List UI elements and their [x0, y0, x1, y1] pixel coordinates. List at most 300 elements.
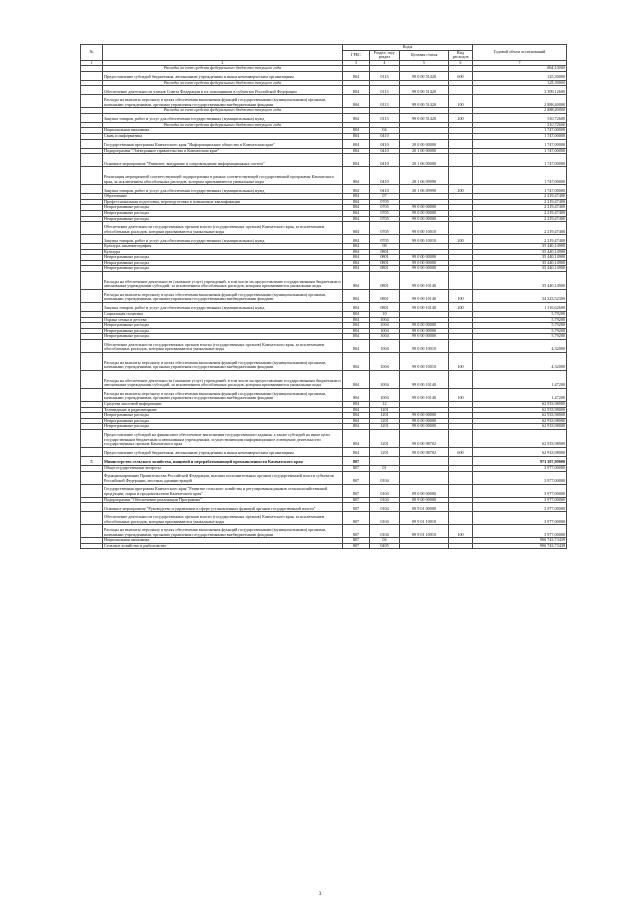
- row-sum-cell: 62 933,98000: [473, 418, 567, 424]
- table-row: [81, 503, 567, 512]
- row-grbs-cell: 804: [343, 71, 370, 80]
- row-sum-cell: 3 399,12600: [473, 86, 567, 95]
- row-name-cell: Государственная программа Камчатского края "Развитие сельского хозяйства и регулирования рынков сельскохозяйственной продукции, сырья и продовольствия Камчатского края": [103, 484, 343, 497]
- header-target-article: Целевая статья: [400, 50, 449, 60]
- header-name: [103, 45, 343, 61]
- row-grbs-cell: 804: [343, 222, 370, 235]
- row-section-cell: 1201: [370, 407, 400, 413]
- row-section-cell: 1201: [370, 448, 400, 457]
- row-name-cell: Общегосударственные вопросы: [103, 466, 343, 472]
- table-row: [81, 290, 567, 303]
- row-grbs-cell: 804: [343, 194, 370, 200]
- row-grbs-cell: 804: [343, 210, 370, 216]
- row-grbs-cell: 807: [343, 471, 370, 484]
- row-expense-type-cell: 100: [449, 353, 473, 371]
- row-target-article-cell: 99 0 00 00000: [400, 418, 449, 424]
- table-row: [81, 389, 567, 402]
- row-sum-cell: 973 307,99000: [473, 457, 567, 466]
- row-sum-cell: 62 933,98000: [473, 407, 567, 413]
- row-sum-cell: 3 977,00000: [473, 484, 567, 497]
- row-section-cell: 0104: [370, 503, 400, 512]
- row-target-article-cell: 20 0 00 00000: [400, 139, 449, 148]
- row-section-cell: 0410: [370, 139, 400, 148]
- row-sum-cell: 5,79200: [473, 317, 567, 323]
- row-number-cell: [81, 484, 103, 497]
- row-grbs-cell: 804: [343, 244, 370, 250]
- row-target-article-cell: 99 0 00 10010: [400, 235, 449, 244]
- row-expense-type-cell: [449, 272, 473, 290]
- row-grbs-cell: 804: [343, 317, 370, 323]
- row-expense-type-cell: [449, 457, 473, 466]
- row-expense-type-cell: [449, 86, 473, 95]
- row-number-cell: [81, 448, 103, 457]
- row-grbs-cell: 804: [343, 133, 370, 139]
- row-name-cell: Обеспечение деятельности государственных органов власти (государственных органов) Камчатского края, за исключением обособленных расходов, которым присваиваются уникальные коды: [103, 512, 343, 525]
- row-number-cell: [81, 471, 103, 484]
- row-sum-cell: 125,30000: [473, 80, 567, 86]
- row-target-article-cell: 99 0 00 51420: [400, 95, 449, 108]
- row-section-cell: 0801: [370, 255, 400, 261]
- header-section: Раздел, под-раздел: [370, 50, 400, 60]
- row-grbs-cell: 807: [343, 543, 370, 549]
- row-sum-cell: 4,32000: [473, 340, 567, 353]
- row-grbs-cell: 804: [343, 148, 370, 154]
- table-row: [81, 512, 567, 525]
- row-grbs-cell: 804: [343, 413, 370, 419]
- row-section-cell: 0705: [370, 216, 400, 222]
- table-row: [81, 95, 567, 108]
- row-sum-cell: 62 933,98000: [473, 448, 567, 457]
- table-row: [81, 86, 567, 95]
- row-target-article-cell: 99 0 00 10140: [400, 303, 449, 312]
- row-grbs-cell: 807: [343, 512, 370, 525]
- row-grbs-cell: 804: [343, 407, 370, 413]
- row-number-cell: [81, 525, 103, 538]
- row-section-cell: 1004: [370, 371, 400, 389]
- header-expense-type: Вид расходов: [449, 50, 473, 60]
- row-sum-cell: 3 977,00000: [473, 512, 567, 525]
- row-number-cell: [81, 290, 103, 303]
- row-name-cell: Министерство сельского хозяйства, пищевой и перерабатывающей промышленности Камчатского края: [103, 457, 343, 466]
- row-sum-cell: 1 747,00000: [473, 148, 567, 154]
- row-name-cell: Основное мероприятие "Развитие, внедрение и сопровождение информационных систем": [103, 154, 343, 167]
- row-section-cell: 04: [370, 128, 400, 134]
- row-target-article-cell: [400, 471, 449, 484]
- row-sum-cell: 1 747,00000: [473, 167, 567, 185]
- row-target-article-cell: 09 9 00 00000: [400, 497, 449, 503]
- row-number-cell: [81, 167, 103, 185]
- row-grbs-cell: 807: [343, 497, 370, 503]
- row-section-cell: 0410: [370, 148, 400, 154]
- row-expense-type-cell: [449, 340, 473, 353]
- row-grbs-cell: 804: [343, 266, 370, 272]
- row-expense-type-cell: [449, 371, 473, 389]
- row-number-cell: [81, 235, 103, 244]
- row-name-cell: Обеспечение деятельности государственных органов власти (государственных органов) Камчатского края, за исключением обособленных расходов, которым присваиваются уникальные коды: [103, 222, 343, 235]
- row-section-cell: 0113: [370, 113, 400, 122]
- row-name-cell: Образование: [103, 194, 343, 200]
- row-name-cell: Расходы за счет средств федерального бюджета текущего года: [103, 122, 343, 128]
- row-sum-cell: 62 933,98000: [473, 413, 567, 419]
- table-row: [81, 484, 567, 497]
- row-sum-cell: 2 219,47400: [473, 235, 567, 244]
- row-grbs-cell: 804: [343, 113, 370, 122]
- row-sum-cell: 2 219,47400: [473, 222, 567, 235]
- row-name-cell: Расходы на обеспечение деятельности (оказание услуг) учреждений, в том числе на предоставление государственным бюджетным и автономным учреждениям субсидий, за исключением обособленных расходов, которым присваиваются уникальные коды: [103, 371, 343, 389]
- row-section-cell: 0801: [370, 260, 400, 266]
- row-section-cell: 0410: [370, 154, 400, 167]
- row-target-article-cell: 09 9 01 00000: [400, 503, 449, 512]
- row-target-article-cell: [400, 543, 449, 549]
- row-section-cell: 1201: [370, 430, 400, 448]
- row-number-cell: [81, 340, 103, 353]
- row-sum-cell: 35 440,14900: [473, 272, 567, 290]
- row-sum-cell: 2 219,47400: [473, 216, 567, 222]
- row-sum-cell: 2 219,47400: [473, 205, 567, 211]
- row-target-article-cell: 09 9 01 10010: [400, 525, 449, 538]
- row-sum-cell: 5,79200: [473, 312, 567, 318]
- row-expense-type-cell: 100: [449, 290, 473, 303]
- row-sum-cell: 62 933,98000: [473, 402, 567, 408]
- row-section-cell: 0104: [370, 525, 400, 538]
- row-grbs-cell: 804: [343, 185, 370, 194]
- row-expense-type-cell: [449, 139, 473, 148]
- row-name-cell: Реализация мероприятий соответствующей подпрограммы в рамках соответствующей государственной программы Камчатского края, за исключением обособленных расходов, которым присваиваются уникальные коды: [103, 167, 343, 185]
- row-grbs-cell: 807: [343, 538, 370, 544]
- table-row: [81, 139, 567, 148]
- row-name-cell: Расходы на выплаты персоналу в целях обеспечения выполнения функций государственными (муниципальными) органами, казенными учреждениями, органами управления государственными внебюджетными фондами: [103, 353, 343, 371]
- row-target-article-cell: 99 0 00 00000: [400, 334, 449, 340]
- row-sum-cell: 1,47200: [473, 389, 567, 402]
- column-number: 1: [81, 60, 103, 65]
- page-number: 3: [318, 891, 322, 897]
- row-section-cell: 0410: [370, 167, 400, 185]
- row-sum-cell: 35 440,14900: [473, 266, 567, 272]
- row-name-cell: Сельское хозяйство и рыболовство: [103, 543, 343, 549]
- row-target-article-cell: 99 0 00 00000: [400, 328, 449, 334]
- row-target-article-cell: 99 0 00 98702: [400, 448, 449, 457]
- row-grbs-cell: 804: [343, 340, 370, 353]
- row-sum-cell: 1 747,00000: [473, 133, 567, 139]
- row-target-article-cell: 99 0 00 51420: [400, 86, 449, 95]
- row-number-cell: [81, 389, 103, 402]
- row-grbs-cell: 804: [343, 128, 370, 134]
- header-codes-group: Коды: [343, 45, 473, 51]
- row-grbs-cell: 804: [343, 323, 370, 329]
- row-sum-cell: 35 440,14900: [473, 244, 567, 250]
- header-annual-sum: Годовой объем ассигнований: [473, 45, 567, 61]
- row-expense-type-cell: [449, 484, 473, 497]
- row-target-article-cell: 99 0 00 00000: [400, 323, 449, 329]
- row-sum-cell: 2 888,40000: [473, 95, 567, 108]
- row-section-cell: 1004: [370, 317, 400, 323]
- table-row: [81, 167, 567, 185]
- row-sum-cell: 1 747,00000: [473, 154, 567, 167]
- row-target-article-cell: 99 0 00 10010: [400, 340, 449, 353]
- row-expense-type-cell: 200: [449, 185, 473, 194]
- row-section-cell: 08: [370, 244, 400, 250]
- row-name-cell: Непрограммные расходы: [103, 334, 343, 340]
- row-grbs-cell: 807: [343, 525, 370, 538]
- row-sum-cell: 510,72600: [473, 122, 567, 128]
- column-number: 6: [449, 60, 473, 65]
- row-section-cell: 0705: [370, 222, 400, 235]
- row-name-cell: Непрограммные расходы: [103, 205, 343, 211]
- row-target-article-cell: 20 1 06 09990: [400, 185, 449, 194]
- row-section-cell: 0705: [370, 210, 400, 216]
- table-row: [81, 113, 567, 122]
- row-sum-cell: 2 888,40000: [473, 108, 567, 114]
- row-section-cell: 0104: [370, 512, 400, 525]
- row-section-cell: 01: [370, 466, 400, 472]
- row-sum-cell: 2 219,47400: [473, 199, 567, 205]
- row-sum-cell: 906 743,73439: [473, 543, 567, 549]
- row-grbs-cell: 804: [343, 272, 370, 290]
- row-name-cell: Связь и информатика: [103, 133, 343, 139]
- row-grbs-cell: 804: [343, 167, 370, 185]
- row-name-cell: Расходы за счет средств федерального бюджета текущего года: [103, 65, 343, 71]
- row-section-cell: 1004: [370, 353, 400, 371]
- row-grbs-cell: 804: [343, 303, 370, 312]
- row-expense-type-cell: 200: [449, 303, 473, 312]
- table-row: [81, 222, 567, 235]
- row-number-cell: [81, 95, 103, 108]
- row-section-cell: 1004: [370, 389, 400, 402]
- table-row: [81, 272, 567, 290]
- row-target-article-cell: 99 0 00 00000: [400, 216, 449, 222]
- row-grbs-cell: 804: [343, 154, 370, 167]
- row-name-cell: Национальная экономика: [103, 538, 343, 544]
- row-name-cell: Подпрограмма "Электронное правительство в Камчатском крае": [103, 148, 343, 154]
- row-grbs-cell: 804: [343, 371, 370, 389]
- row-grbs-cell: 804: [343, 199, 370, 205]
- row-name-cell: Предоставление субсидий бюджетным, автономным учреждениям и иным некоммерческим организациям: [103, 448, 343, 457]
- row-grbs-cell: 804: [343, 255, 370, 261]
- row-sum-cell: 3 977,00000: [473, 525, 567, 538]
- row-name-cell: Подпрограмма "Обеспечение реализации Программы": [103, 497, 343, 503]
- table-row: [81, 430, 567, 448]
- table-header: [81, 45, 567, 66]
- row-sum-cell: 34 323,52300: [473, 290, 567, 303]
- row-sum-cell: 3 977,00000: [473, 466, 567, 472]
- row-name-cell: Закупка товаров, работ и услуг для обеспечения государственных (муниципальных) нужд: [103, 185, 343, 194]
- row-sum-cell: 5,79200: [473, 328, 567, 334]
- row-number-cell: [81, 543, 103, 549]
- row-grbs-cell: 804: [343, 139, 370, 148]
- row-name-cell: Непрограммные расходы: [103, 328, 343, 334]
- row-expense-type-cell: [449, 503, 473, 512]
- row-number-cell: 5: [81, 457, 103, 466]
- row-section-cell: 0801: [370, 266, 400, 272]
- row-section-cell: 0705: [370, 205, 400, 211]
- row-name-cell: Национальная экономика: [103, 128, 343, 134]
- row-name-cell: Расходы за счет средств федерального бюджета текущего года: [103, 80, 343, 86]
- row-grbs-cell: 804: [343, 312, 370, 318]
- table-row: [81, 154, 567, 167]
- table-row: [81, 185, 567, 194]
- row-name-cell: Основное мероприятие "Руководство и управление в сфере установленных функций органов государственной власти": [103, 503, 343, 512]
- row-sum-cell: 1 116,62600: [473, 303, 567, 312]
- row-name-cell: Социальная политика: [103, 312, 343, 318]
- row-sum-cell: 510,72600: [473, 113, 567, 122]
- budget-table: [80, 44, 567, 549]
- row-number-cell: [81, 113, 103, 122]
- row-grbs-cell: 804: [343, 424, 370, 430]
- row-name-cell: Культура, кинематография: [103, 244, 343, 250]
- row-grbs-cell: 804: [343, 249, 370, 255]
- row-expense-type-cell: [449, 471, 473, 484]
- row-sum-cell: 1 747,00000: [473, 185, 567, 194]
- row-grbs-cell: 804: [343, 216, 370, 222]
- row-name-cell: Культура: [103, 249, 343, 255]
- row-section-cell: 0104: [370, 497, 400, 503]
- row-name-cell: Телевидение и радиовещание: [103, 407, 343, 413]
- table-row: [81, 525, 567, 538]
- row-sum-cell: 1 747,00000: [473, 128, 567, 134]
- row-number-cell: [81, 71, 103, 80]
- row-target-article-cell: 99 0 00 00000: [400, 413, 449, 419]
- column-number: 5: [400, 60, 449, 65]
- row-section-cell: 0113: [370, 71, 400, 80]
- row-target-article-cell: 20 1 06 09990: [400, 167, 449, 185]
- row-number-cell: [81, 371, 103, 389]
- row-expense-type-cell: 200: [449, 235, 473, 244]
- row-name-cell: Охрана семьи и детства: [103, 317, 343, 323]
- header-grbs: ГРБС: [343, 50, 370, 60]
- row-sum-cell: 2 219,47400: [473, 194, 567, 200]
- row-target-article-cell: 09 9 01 10010: [400, 512, 449, 525]
- row-name-cell: Непрограммные расходы: [103, 413, 343, 419]
- row-target-article-cell: 99 0 00 10010: [400, 353, 449, 371]
- row-expense-type-cell: [449, 154, 473, 167]
- row-target-article-cell: 20 1 00 00000: [400, 148, 449, 154]
- row-target-article-cell: 99 0 00 10140: [400, 272, 449, 290]
- row-expense-type-cell: [449, 222, 473, 235]
- row-target-article-cell: 99 0 00 00000: [400, 266, 449, 272]
- row-section-cell: [370, 457, 400, 466]
- row-number-cell: [81, 86, 103, 95]
- row-expense-type-cell: [449, 430, 473, 448]
- row-name-cell: Предоставление субсидий на финансовое обеспечение выполнения государственного задания, а также субсидий на иные цели государственным бюджетным и автономным учреждениям, осуществляющим информационное освещение деятельности государственных органов Камчатского края: [103, 430, 343, 448]
- row-name-cell: Функционирование Правительства Российской Федерации, высших исполнительных органов государственной власти субъектов Российской Федерации, местных администраций: [103, 471, 343, 484]
- row-number-cell: [81, 222, 103, 235]
- row-name-cell: Профессиональная подготовка, переподготовка и повышение квалификации: [103, 199, 343, 205]
- row-sum-cell: 5,79200: [473, 323, 567, 329]
- table-row: [81, 353, 567, 371]
- row-name-cell: Непрограммные расходы: [103, 255, 343, 261]
- table-row: [81, 471, 567, 484]
- row-sum-cell: 35 440,14900: [473, 249, 567, 255]
- row-section-cell: 0801: [370, 303, 400, 312]
- row-target-article-cell: 09 0 00 00000: [400, 484, 449, 497]
- row-sum-cell: 1,47200: [473, 371, 567, 389]
- row-number-cell: [81, 303, 103, 312]
- table-row: [81, 303, 567, 312]
- row-target-article-cell: 99 0 00 00000: [400, 205, 449, 211]
- row-number-cell: [81, 272, 103, 290]
- row-sum-cell: 4,32000: [473, 353, 567, 371]
- row-number-cell: [81, 185, 103, 194]
- row-sum-cell: 35 440,14900: [473, 260, 567, 266]
- row-number-cell: [81, 154, 103, 167]
- row-grbs-cell: 804: [343, 402, 370, 408]
- row-sum-cell: 2 219,47400: [473, 210, 567, 216]
- column-number: 4: [370, 60, 400, 65]
- row-number-cell: [81, 139, 103, 148]
- row-name-cell: Непрограммные расходы: [103, 323, 343, 329]
- row-section-cell: 0113: [370, 86, 400, 95]
- row-sum-cell: 3 977,00000: [473, 471, 567, 484]
- table-row: [81, 543, 567, 549]
- row-grbs-cell: 804: [343, 290, 370, 303]
- row-section-cell: 10: [370, 312, 400, 318]
- row-sum-cell: 125,30000: [473, 71, 567, 80]
- row-section-cell: 0104: [370, 484, 400, 497]
- table-body: [81, 65, 567, 548]
- row-name-cell: Расходы на выплаты персоналу в целях обеспечения выполнения функций государственными (муниципальными) органами, казенными учреждениями, органами управления государственными внебюджетными фондами: [103, 95, 343, 108]
- row-section-cell: 0405: [370, 543, 400, 549]
- row-grbs-cell: 804: [343, 430, 370, 448]
- row-expense-type-cell: 100: [449, 95, 473, 108]
- row-grbs-cell: 804: [343, 389, 370, 402]
- column-number: 7: [473, 60, 567, 65]
- row-name-cell: Расходы за счет средств федерального бюджета текущего года: [103, 108, 343, 114]
- row-expense-type-cell: 100: [449, 525, 473, 538]
- row-name-cell: Средства массовой информации: [103, 402, 343, 408]
- row-section-cell: 1004: [370, 334, 400, 340]
- row-section-cell: 07: [370, 194, 400, 200]
- row-sum-cell: 5,79200: [473, 334, 567, 340]
- row-target-article-cell: 99 0 00 00000: [400, 255, 449, 261]
- row-expense-type-cell: 600: [449, 448, 473, 457]
- row-name-cell: Непрограммные расходы: [103, 424, 343, 430]
- row-target-article-cell: 99 0 00 00000: [400, 260, 449, 266]
- row-number-cell: [81, 430, 103, 448]
- row-number-cell: [81, 503, 103, 512]
- row-name-cell: Закупка товаров, работ и услуг для обеспечения государственных (муниципальных) нужд: [103, 235, 343, 244]
- row-sum-cell: 3 977,00000: [473, 503, 567, 512]
- row-section-cell: 0801: [370, 290, 400, 303]
- table-row: [81, 457, 567, 466]
- column-number: 2: [103, 60, 343, 65]
- row-name-cell: Обеспечение деятельности государственных органов власти (государственных органов) Камчатского края, за исключением обособленных расходов, которым присваиваются уникальные коды: [103, 340, 343, 353]
- row-section-cell: 12: [370, 402, 400, 408]
- row-expense-type-cell: 100: [449, 389, 473, 402]
- row-section-cell: 0113: [370, 95, 400, 108]
- row-target-article-cell: 99 0 00 00000: [400, 424, 449, 430]
- row-expense-type-cell: [449, 167, 473, 185]
- row-grbs-cell: 804: [343, 260, 370, 266]
- row-sum-cell: 35 440,14900: [473, 255, 567, 261]
- column-number: 3: [343, 60, 370, 65]
- row-section-cell: 1004: [370, 323, 400, 329]
- table-row: [81, 340, 567, 353]
- row-sum-cell: 1 747,00000: [473, 139, 567, 148]
- row-sum-cell: 62 933,98000: [473, 430, 567, 448]
- row-grbs-cell: 804: [343, 235, 370, 244]
- row-name-cell: Расходы на выплаты персоналу в целях обеспечения выполнения функций государственными (муниципальными) органами, казенными учреждениями, органами управления государственными внебюджетными фондами: [103, 389, 343, 402]
- table-row: [81, 371, 567, 389]
- row-expense-type-cell: 600: [449, 71, 473, 80]
- row-target-article-cell: 99 0 00 10140: [400, 290, 449, 303]
- row-section-cell: 0705: [370, 235, 400, 244]
- header-number: №: [81, 45, 103, 61]
- row-grbs-cell: 804: [343, 448, 370, 457]
- row-name-cell: Непрограммные расходы: [103, 210, 343, 216]
- row-grbs-cell: 804: [343, 205, 370, 211]
- row-section-cell: 0801: [370, 249, 400, 255]
- row-grbs-cell: 804: [343, 418, 370, 424]
